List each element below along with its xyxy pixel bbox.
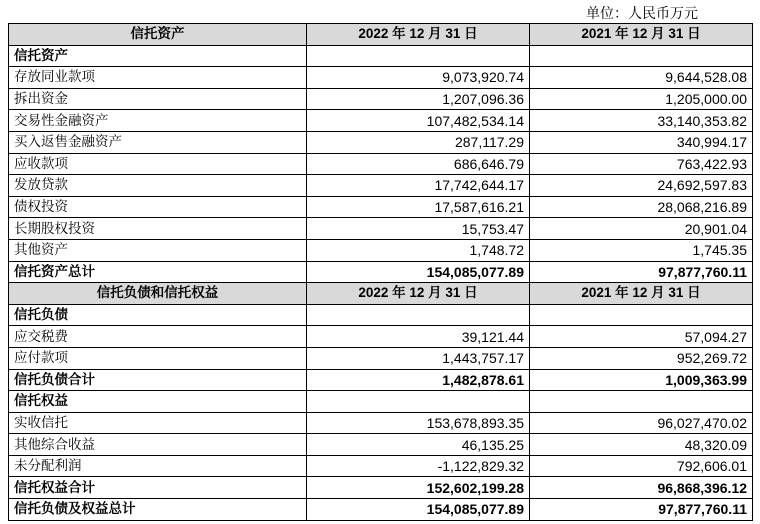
value-2021: 1,745.35	[530, 239, 753, 261]
value-2022: 1,482,878.61	[307, 369, 530, 391]
section-row	[9, 45, 753, 67]
value-2022: 9,073,920.74	[307, 67, 530, 89]
value-2021: 97,877,760.11	[530, 261, 753, 283]
value-2021: 48,320.09	[530, 434, 753, 456]
value-2022: 1,748.72	[307, 239, 530, 261]
value-2022: 1,207,096.36	[307, 88, 530, 110]
total-row	[9, 477, 753, 499]
table-row	[9, 434, 753, 456]
value-2022: 686,646.79	[307, 153, 530, 175]
value-2021: 792,606.01	[530, 455, 753, 477]
row-label: 信托资产总计	[9, 261, 307, 283]
value-2021: 763,422.93	[530, 153, 753, 175]
value-2022	[307, 391, 530, 413]
value-2022: 152,602,199.28	[307, 477, 530, 499]
table-row	[9, 67, 753, 89]
header-2022: 2022 年 12 月 31 日	[307, 283, 530, 305]
row-label: 信托权益合计	[9, 477, 307, 499]
header-liab-label: 信托负债和信托权益	[9, 283, 307, 305]
header-row-assets	[9, 24, 753, 46]
value-2022	[307, 304, 530, 326]
value-2022: 46,135.25	[307, 434, 530, 456]
row-label: 信托资产	[9, 45, 307, 67]
row-label: 债权投资	[9, 196, 307, 218]
total-row	[9, 261, 753, 283]
value-2021: 33,140,353.82	[530, 110, 753, 132]
row-label: 应交税费	[9, 326, 307, 348]
value-2021: 57,094.27	[530, 326, 753, 348]
table-row	[9, 153, 753, 175]
value-2021: 340,994.17	[530, 131, 753, 153]
unit-label: 单位：人民币万元	[586, 6, 698, 22]
value-2022: 154,085,077.89	[307, 261, 530, 283]
total-row	[9, 369, 753, 391]
row-label: 其他综合收益	[9, 434, 307, 456]
value-2021: 1,205,000.00	[530, 88, 753, 110]
table-row	[9, 455, 753, 477]
header-row-liabilities	[9, 283, 753, 305]
row-label: 未分配利润	[9, 455, 307, 477]
row-label: 信托负债及权益总计	[9, 499, 307, 521]
section-row	[9, 304, 753, 326]
value-2021: 96,868,396.12	[530, 477, 753, 499]
value-2021: 97,877,760.11	[530, 499, 753, 521]
header-assets-label: 信托资产	[9, 24, 307, 46]
row-label: 信托权益	[9, 391, 307, 413]
row-label: 拆出资金	[9, 88, 307, 110]
table-row	[9, 88, 753, 110]
value-2021: 1,009,363.99	[530, 369, 753, 391]
row-label: 其他资产	[9, 239, 307, 261]
value-2022	[307, 45, 530, 67]
table-row	[9, 110, 753, 132]
value-2022: 107,482,534.14	[307, 110, 530, 132]
value-2021: 9,644,528.08	[530, 67, 753, 89]
row-label: 应收款项	[9, 153, 307, 175]
value-2022: 287,117.29	[307, 131, 530, 153]
value-2021: 952,269.72	[530, 347, 753, 369]
header-2021: 2021 年 12 月 31 日	[530, 283, 753, 305]
value-2022: -1,122,829.32	[307, 455, 530, 477]
table-row	[9, 218, 753, 240]
table-row	[9, 175, 753, 197]
row-label: 买入返售金融资产	[9, 131, 307, 153]
value-2022: 153,678,893.35	[307, 412, 530, 434]
row-label: 应付款项	[9, 347, 307, 369]
table-row	[9, 131, 753, 153]
total-row	[9, 499, 753, 521]
value-2021: 96,027,470.02	[530, 412, 753, 434]
header-2021: 2021 年 12 月 31 日	[530, 24, 753, 46]
table-row	[9, 347, 753, 369]
value-2021: 24,692,597.83	[530, 175, 753, 197]
header-2022: 2022 年 12 月 31 日	[307, 24, 530, 46]
value-2021	[530, 45, 753, 67]
value-2021: 28,068,216.89	[530, 196, 753, 218]
table-row	[9, 239, 753, 261]
value-2022: 1,443,757.17	[307, 347, 530, 369]
row-label: 长期股权投资	[9, 218, 307, 240]
row-label: 存放同业款项	[9, 67, 307, 89]
table-row	[9, 326, 753, 348]
row-label: 发放贷款	[9, 175, 307, 197]
trust-balance-table	[8, 23, 753, 521]
value-2021	[530, 391, 753, 413]
row-label: 实收信托	[9, 412, 307, 434]
value-2022: 39,121.44	[307, 326, 530, 348]
value-2021: 20,901.04	[530, 218, 753, 240]
value-2022: 17,587,616.21	[307, 196, 530, 218]
row-label: 信托负债合计	[9, 369, 307, 391]
value-2022: 17,742,644.17	[307, 175, 530, 197]
table-body	[9, 24, 753, 521]
value-2021	[530, 304, 753, 326]
section-row	[9, 391, 753, 413]
row-label: 信托负债	[9, 304, 307, 326]
table-row	[9, 412, 753, 434]
table-row	[9, 196, 753, 218]
value-2022: 15,753.47	[307, 218, 530, 240]
value-2022: 154,085,077.89	[307, 499, 530, 521]
row-label: 交易性金融资产	[9, 110, 307, 132]
